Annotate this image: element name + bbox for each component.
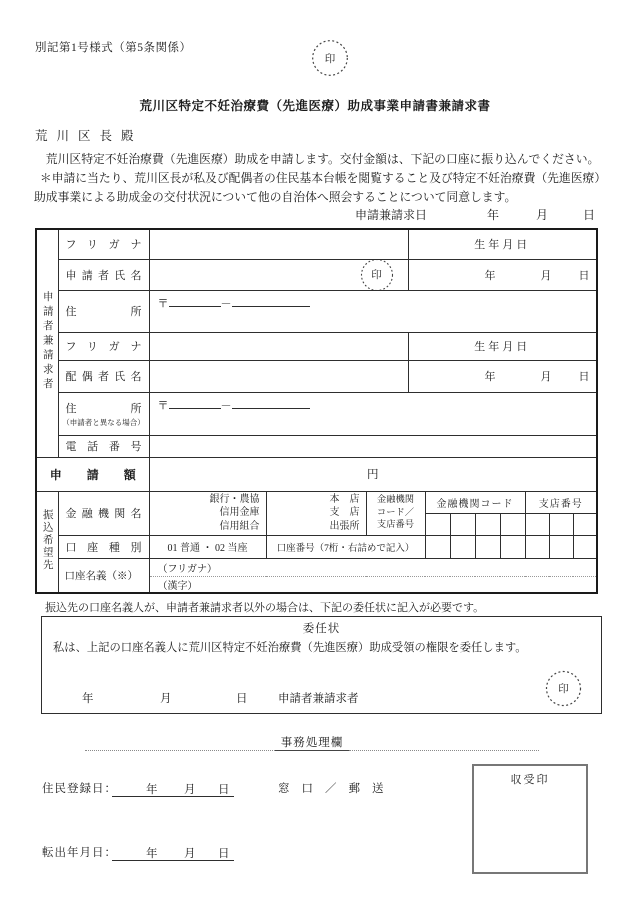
addressee: 荒川区長殿 — [35, 129, 143, 143]
year-label: 年 — [146, 784, 158, 796]
branch-type-1: 本 店 — [329, 493, 360, 505]
application-date-year: 年 — [487, 208, 500, 222]
code-label-line: 支店番号 — [376, 520, 415, 531]
intro-paragraph-1: 荒川区特定不妊治療費（先進医療）助成を申請します。交付金額は、下記の口座に振り込んでください。 — [45, 152, 600, 166]
applicant-furigana-field — [149, 229, 408, 259]
branch-code-header: 支店番号 — [525, 491, 597, 513]
account-number-cell — [425, 535, 450, 558]
table-row — [36, 392, 597, 435]
branch-code-cell — [549, 513, 573, 535]
address-label: 住所 — [58, 290, 149, 332]
amount-label: 申請額 — [36, 457, 149, 491]
applicant-name-field — [149, 259, 408, 290]
office-section-title: 事務処理欄 — [275, 734, 350, 751]
account-type-label: 口座種別 — [58, 535, 149, 558]
branch-type-2: 支 店 — [329, 507, 360, 519]
month-label: 月 — [184, 848, 196, 860]
bank-code-cell — [475, 513, 500, 535]
bank-code-cell — [450, 513, 475, 535]
account-number-cell — [500, 535, 525, 558]
bank-type-3: 信用組合 — [219, 520, 260, 532]
table-row — [36, 558, 597, 576]
day-label: 日 — [236, 693, 248, 705]
bank-code-cell — [500, 513, 525, 535]
dotted-divider — [349, 749, 539, 751]
spouse-furigana-field — [149, 332, 408, 360]
spouse-name-field — [149, 360, 408, 392]
account-number-cell — [549, 535, 573, 558]
applicant-address-field — [149, 290, 597, 332]
postal-mark: 〒 — [157, 399, 169, 412]
bank-code-cell — [425, 513, 450, 535]
delegation-note: 振込先の口座名義人が、申請者兼請求者以外の場合は、下記の委任状に記入が必要です。 — [45, 602, 485, 614]
year-label: 年 — [146, 848, 158, 860]
form-number: 別記第1号様式（第5条関係） — [35, 42, 192, 54]
year-label: 年 — [484, 371, 496, 383]
application-date-month: 月 — [536, 208, 549, 222]
postal-mark: 〒 — [157, 297, 169, 310]
year-label: 年 — [82, 693, 94, 705]
spouse-address-field — [149, 392, 597, 435]
account-number-cell — [450, 535, 475, 558]
day-label: 日 — [218, 848, 230, 860]
seal-label: 印 — [558, 684, 569, 695]
moveout-date-label: 転出年月日： — [42, 847, 117, 859]
seal-label: 印 — [371, 270, 382, 281]
account-number-cell — [525, 535, 549, 558]
account-number-label: 口座番号（7桁・右詰めで記入） — [266, 535, 425, 558]
code-label-line: コード／ — [376, 507, 415, 518]
window-or-mail-label: 窓口／郵送 — [278, 783, 396, 795]
branch-type-options — [266, 491, 366, 535]
office-section-title-row — [85, 735, 539, 751]
table-row — [36, 491, 597, 513]
application-date-label: 申請兼請求日 — [355, 208, 428, 222]
dotted-divider — [85, 749, 275, 751]
birthdate-header: 生年月日 — [408, 229, 597, 259]
month-label: 月 — [160, 693, 172, 705]
bank-type-options — [149, 491, 266, 535]
intro-text — [34, 150, 602, 207]
day-label: 日 — [218, 784, 230, 796]
delegation-body: 私は、上記の口座名義人に荒川区特定不妊治療費（先進医療）助成受領の権限を委任します。 — [53, 642, 527, 654]
table-row — [36, 457, 597, 491]
spouse-birthdate-field — [408, 360, 597, 392]
delegation-signer-label: 申請者兼請求者 — [278, 693, 359, 705]
account-number-cell — [573, 535, 597, 558]
branch-type-3: 出張所 — [329, 520, 360, 532]
furigana-label: フリガナ — [58, 332, 149, 360]
code-label-line: 金融機関 — [376, 495, 415, 506]
day-label: 日 — [578, 269, 590, 282]
postal-hyphen: － — [220, 399, 232, 412]
table-row — [36, 290, 597, 332]
application-table — [35, 228, 598, 594]
table-row — [36, 332, 597, 360]
spouse-name-label: 配偶者氏名 — [58, 360, 149, 392]
account-holder-label: 口座名義（※） — [58, 558, 149, 593]
table-row — [36, 229, 597, 259]
registration-date-field — [112, 780, 234, 797]
form-title: 荒川区特定不妊治療費（先進医療）助成事業申請書兼請求書 — [139, 99, 491, 113]
account-number-cell — [475, 535, 500, 558]
holder-kanji-field: （漢字） — [149, 576, 597, 593]
branch-code-cell — [573, 513, 597, 535]
year-label: 年 — [484, 269, 496, 282]
holder-furigana-field: （フリガナ） — [149, 558, 597, 576]
month-label: 月 — [184, 784, 196, 796]
table-row — [36, 360, 597, 392]
month-label: 月 — [540, 371, 552, 383]
registration-date-label: 住民登録日： — [42, 783, 117, 795]
table-row — [36, 259, 597, 290]
moveout-date-field — [112, 844, 234, 861]
seal-circle-top — [311, 39, 349, 77]
seal-label: 印 — [324, 53, 336, 65]
branch-code-cell — [525, 513, 549, 535]
phone-label: 電話番号 — [58, 435, 149, 457]
code-column-label — [366, 491, 425, 535]
seal-circle-name — [360, 259, 394, 290]
transfer-group-label: 振込希望先 — [36, 491, 58, 593]
postal-hyphen: － — [220, 297, 232, 310]
delegation-signature-line — [42, 690, 601, 705]
bank-name-label: 金融機関名 — [58, 491, 149, 535]
furigana-label: フリガナ — [58, 229, 149, 259]
bank-type-2: 信用金庫 — [219, 507, 260, 519]
address2-note: （申請者と異なる場合） — [62, 417, 145, 427]
table-row — [36, 435, 597, 457]
applicant-name-label: 申請者氏名 — [58, 259, 149, 290]
account-type-options: 01 普通 ・ 02 当座 — [149, 535, 266, 558]
application-date-day: 日 — [583, 208, 596, 222]
application-date-line — [0, 206, 630, 222]
receipt-stamp-label: 収受印 — [510, 774, 550, 786]
day-label: 日 — [578, 371, 590, 383]
delegation-box — [41, 616, 602, 714]
month-label: 月 — [540, 269, 552, 282]
bank-type-1: 銀行・農協 — [209, 493, 260, 505]
address2-label: 住所 （申請者と異なる場合） — [58, 392, 149, 435]
delegation-title: 委任状 — [302, 623, 341, 635]
phone-field — [149, 435, 597, 457]
birthdate-header: 生年月日 — [408, 332, 597, 360]
amount-field: 円 — [149, 457, 597, 491]
applicant-birthdate-field — [408, 259, 597, 290]
table-row — [36, 535, 597, 558]
receipt-stamp-box — [472, 764, 588, 874]
applicant-group-label: 申請者兼請求者 — [36, 229, 58, 457]
intro-paragraph-2: ＊申請に当たり、荒川区長が私及び配偶者の住民基本台帳を閲覧すること及び特定不妊治療費（先進医療）助成事業による助成金の交付状況について他の自治体へ照会することについて同意します。 — [34, 171, 601, 204]
bank-code-header: 金融機関コード — [425, 491, 525, 513]
seal-circle-delegation — [545, 670, 582, 707]
